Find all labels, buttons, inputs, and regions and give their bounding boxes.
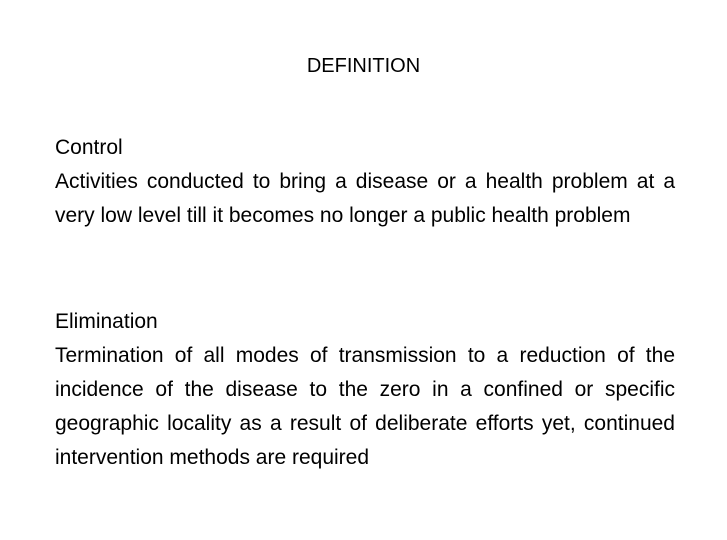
definition-term: Elimination (55, 310, 158, 333)
page-title (0, 55, 727, 78)
definition-description: Termination of all modes of transmission to a reduction of the incidence of the disease to the zero in a confined or specific geographic locality as a result of deliberate efforts yet, continued intervention methods are required (55, 344, 675, 469)
definition-elimination (55, 305, 675, 475)
page-title-text: DEFINITION (306, 55, 421, 77)
definition-description: Activities conducted to bring a disease or a health problem at a very low level till it becomes no longer a public health problem (55, 170, 675, 227)
definition-term: Control (55, 136, 123, 159)
definition-control (55, 131, 675, 233)
